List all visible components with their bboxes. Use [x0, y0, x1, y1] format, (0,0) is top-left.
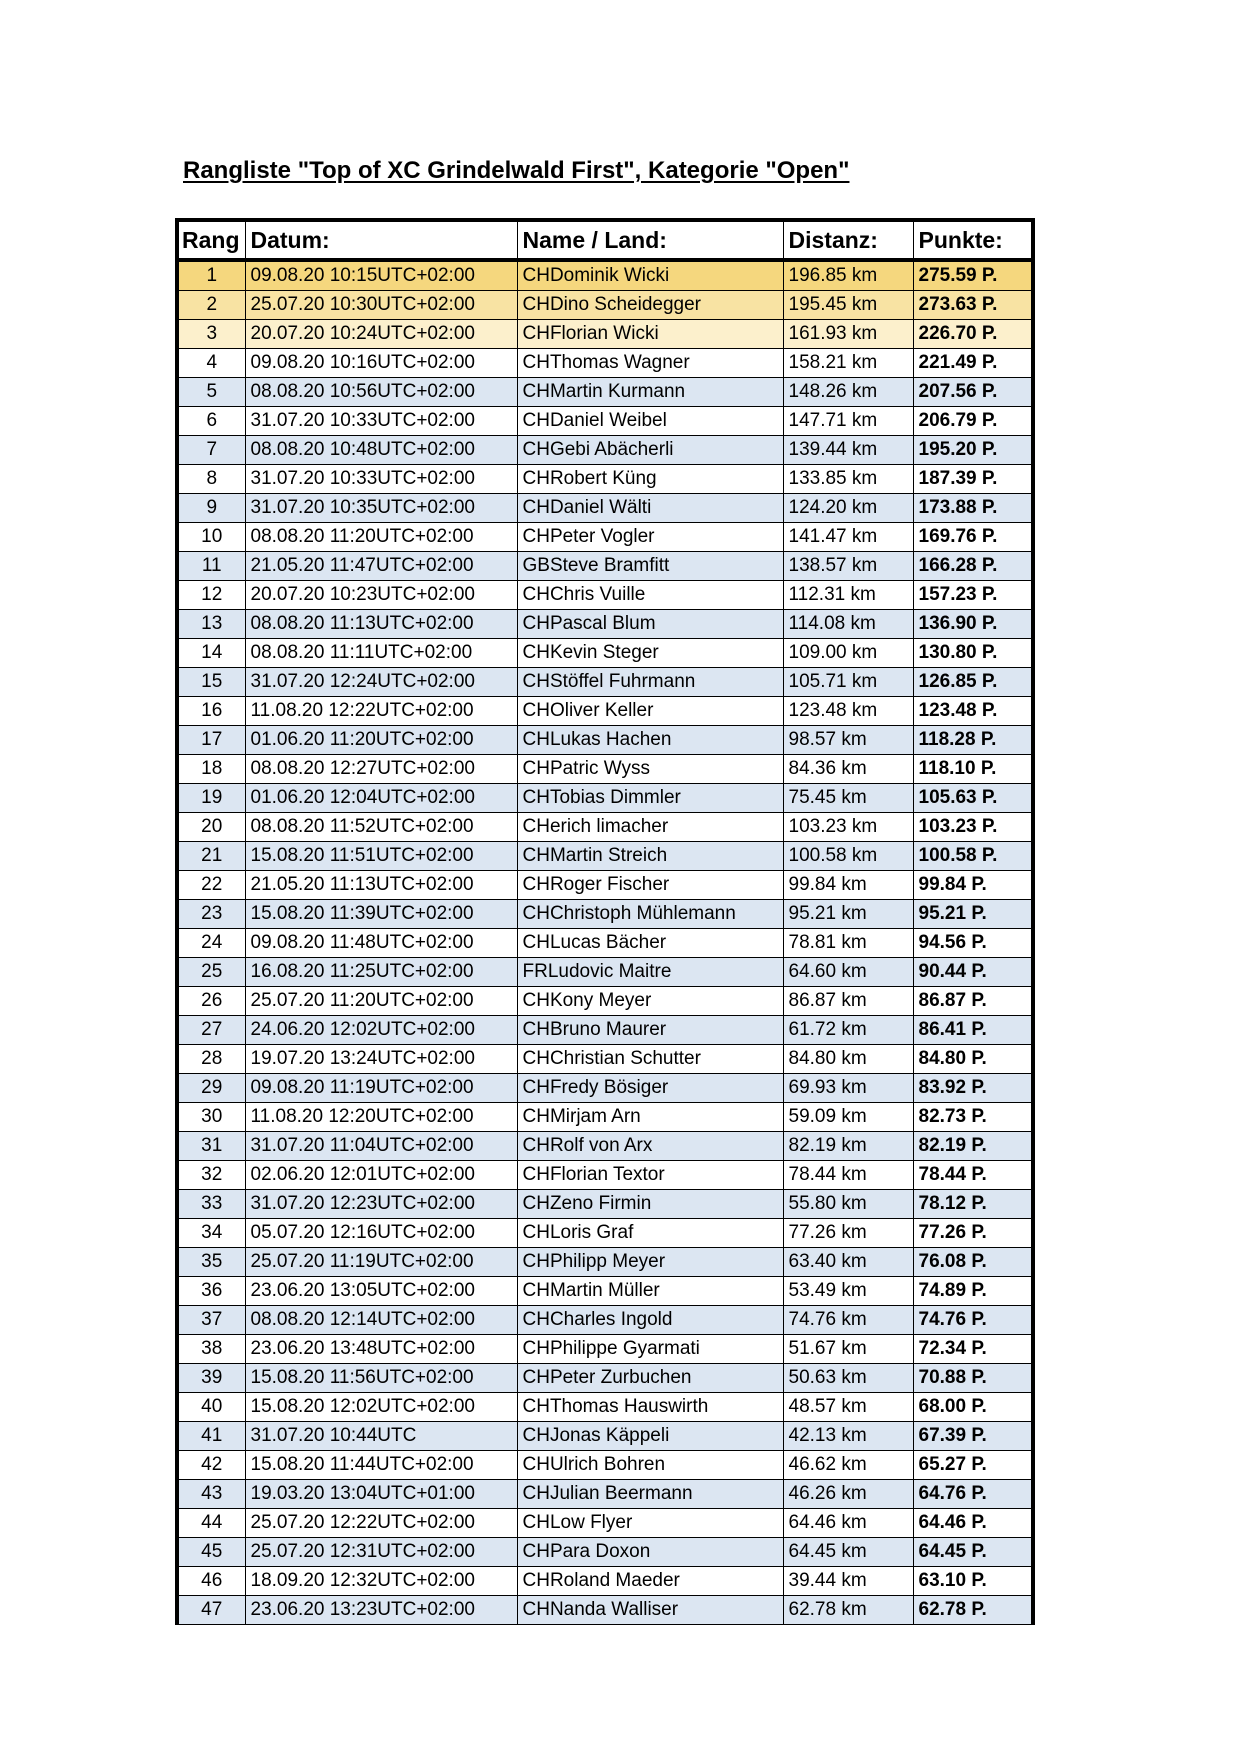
points-cell: 123.48 P. — [913, 697, 1033, 726]
rank-cell: 15 — [177, 668, 245, 697]
rank-cell: 43 — [177, 1480, 245, 1509]
name-cell: CHPeter Zurbuchen — [517, 1364, 783, 1393]
distance-cell: 158.21 km — [783, 349, 913, 378]
name-cell: CHNanda Walliser — [517, 1596, 783, 1625]
table-row — [177, 842, 1033, 871]
header-points: Punkte: — [913, 220, 1033, 260]
date-cell: 23.06.20 13:48UTC+02:00 — [245, 1335, 517, 1364]
date-cell: 02.06.20 12:01UTC+02:00 — [245, 1161, 517, 1190]
table-row — [177, 871, 1033, 900]
rank-cell: 14 — [177, 639, 245, 668]
table-row — [177, 1103, 1033, 1132]
date-cell: 11.08.20 12:20UTC+02:00 — [245, 1103, 517, 1132]
name-cell: CHKony Meyer — [517, 987, 783, 1016]
points-cell: 95.21 P. — [913, 900, 1033, 929]
distance-cell: 74.76 km — [783, 1306, 913, 1335]
distance-cell: 64.60 km — [783, 958, 913, 987]
rank-cell: 26 — [177, 987, 245, 1016]
rank-cell: 31 — [177, 1132, 245, 1161]
rank-cell: 9 — [177, 494, 245, 523]
rank-cell: 32 — [177, 1161, 245, 1190]
points-cell: 76.08 P. — [913, 1248, 1033, 1277]
name-cell: FRLudovic Maitre — [517, 958, 783, 987]
points-cell: 99.84 P. — [913, 871, 1033, 900]
rank-cell: 10 — [177, 523, 245, 552]
date-cell: 31.07.20 12:23UTC+02:00 — [245, 1190, 517, 1219]
header-date: Datum: — [245, 220, 517, 260]
rank-cell: 13 — [177, 610, 245, 639]
table-row — [177, 320, 1033, 349]
date-cell: 11.08.20 12:22UTC+02:00 — [245, 697, 517, 726]
date-cell: 31.07.20 10:44UTC — [245, 1422, 517, 1451]
distance-cell: 51.67 km — [783, 1335, 913, 1364]
rank-cell: 19 — [177, 784, 245, 813]
points-cell: 74.76 P. — [913, 1306, 1033, 1335]
table-row — [177, 1480, 1033, 1509]
table-row — [177, 958, 1033, 987]
points-cell: 64.45 P. — [913, 1538, 1033, 1567]
name-cell: CHPascal Blum — [517, 610, 783, 639]
header-distance: Distanz: — [783, 220, 913, 260]
rank-cell: 38 — [177, 1335, 245, 1364]
distance-cell: 77.26 km — [783, 1219, 913, 1248]
rank-cell: 24 — [177, 929, 245, 958]
table-row — [177, 1422, 1033, 1451]
distance-cell: 98.57 km — [783, 726, 913, 755]
distance-cell: 61.72 km — [783, 1016, 913, 1045]
name-cell: CHPhilipp Meyer — [517, 1248, 783, 1277]
distance-cell: 55.80 km — [783, 1190, 913, 1219]
name-cell: CHFlorian Wicki — [517, 320, 783, 349]
distance-cell: 124.20 km — [783, 494, 913, 523]
points-cell: 72.34 P. — [913, 1335, 1033, 1364]
table-row — [177, 813, 1033, 842]
distance-cell: 139.44 km — [783, 436, 913, 465]
name-cell: CHMirjam Arn — [517, 1103, 783, 1132]
name-cell: CHRolf von Arx — [517, 1132, 783, 1161]
rank-cell: 29 — [177, 1074, 245, 1103]
points-cell: 275.59 P. — [913, 260, 1033, 291]
distance-cell: 86.87 km — [783, 987, 913, 1016]
header-name: Name / Land: — [517, 220, 783, 260]
points-cell: 86.41 P. — [913, 1016, 1033, 1045]
name-cell: CHLow Flyer — [517, 1509, 783, 1538]
distance-cell: 195.45 km — [783, 291, 913, 320]
table-row — [177, 581, 1033, 610]
table-row — [177, 465, 1033, 494]
table-row — [177, 755, 1033, 784]
points-cell: 90.44 P. — [913, 958, 1033, 987]
rank-cell: 33 — [177, 1190, 245, 1219]
rank-cell: 1 — [177, 260, 245, 291]
date-cell: 18.09.20 12:32UTC+02:00 — [245, 1567, 517, 1596]
name-cell: CHStöffel Fuhrmann — [517, 668, 783, 697]
name-cell: CHKevin Steger — [517, 639, 783, 668]
distance-cell: 82.19 km — [783, 1132, 913, 1161]
date-cell: 31.07.20 12:24UTC+02:00 — [245, 668, 517, 697]
date-cell: 21.05.20 11:13UTC+02:00 — [245, 871, 517, 900]
table-row — [177, 639, 1033, 668]
date-cell: 25.07.20 11:19UTC+02:00 — [245, 1248, 517, 1277]
name-cell: CHRoland Maeder — [517, 1567, 783, 1596]
rank-cell: 27 — [177, 1016, 245, 1045]
points-cell: 78.12 P. — [913, 1190, 1033, 1219]
name-cell: CHDaniel Wälti — [517, 494, 783, 523]
rank-cell: 41 — [177, 1422, 245, 1451]
distance-cell: 48.57 km — [783, 1393, 913, 1422]
distance-cell: 141.47 km — [783, 523, 913, 552]
points-cell: 62.78 P. — [913, 1596, 1033, 1625]
rank-cell: 44 — [177, 1509, 245, 1538]
distance-cell: 123.48 km — [783, 697, 913, 726]
points-cell: 78.44 P. — [913, 1161, 1033, 1190]
distance-cell: 148.26 km — [783, 378, 913, 407]
table-row — [177, 1538, 1033, 1567]
name-cell: CHPatric Wyss — [517, 755, 783, 784]
rank-cell: 7 — [177, 436, 245, 465]
rank-cell: 21 — [177, 842, 245, 871]
rank-cell: 5 — [177, 378, 245, 407]
date-cell: 15.08.20 11:44UTC+02:00 — [245, 1451, 517, 1480]
points-cell: 64.46 P. — [913, 1509, 1033, 1538]
distance-cell: 84.36 km — [783, 755, 913, 784]
points-cell: 70.88 P. — [913, 1364, 1033, 1393]
table-row — [177, 349, 1033, 378]
date-cell: 08.08.20 12:27UTC+02:00 — [245, 755, 517, 784]
date-cell: 23.06.20 13:23UTC+02:00 — [245, 1596, 517, 1625]
distance-cell: 196.85 km — [783, 260, 913, 291]
points-cell: 195.20 P. — [913, 436, 1033, 465]
points-cell: 84.80 P. — [913, 1045, 1033, 1074]
date-cell: 08.08.20 11:11UTC+02:00 — [245, 639, 517, 668]
table-row — [177, 494, 1033, 523]
name-cell: CHRoger Fischer — [517, 871, 783, 900]
name-cell: CHMartin Müller — [517, 1277, 783, 1306]
distance-cell: 64.46 km — [783, 1509, 913, 1538]
name-cell: CHJonas Käppeli — [517, 1422, 783, 1451]
name-cell: CHChristoph Mühlemann — [517, 900, 783, 929]
name-cell: CHDino Scheidegger — [517, 291, 783, 320]
rank-cell: 42 — [177, 1451, 245, 1480]
table-row — [177, 1016, 1033, 1045]
points-cell: 118.10 P. — [913, 755, 1033, 784]
distance-cell: 84.80 km — [783, 1045, 913, 1074]
date-cell: 15.08.20 11:56UTC+02:00 — [245, 1364, 517, 1393]
date-cell: 31.07.20 10:33UTC+02:00 — [245, 465, 517, 494]
distance-cell: 161.93 km — [783, 320, 913, 349]
name-cell: CHCharles Ingold — [517, 1306, 783, 1335]
rank-cell: 28 — [177, 1045, 245, 1074]
table-row — [177, 1335, 1033, 1364]
distance-cell: 100.58 km — [783, 842, 913, 871]
points-cell: 221.49 P. — [913, 349, 1033, 378]
date-cell: 01.06.20 12:04UTC+02:00 — [245, 784, 517, 813]
distance-cell: 147.71 km — [783, 407, 913, 436]
rank-cell: 35 — [177, 1248, 245, 1277]
date-cell: 15.08.20 11:51UTC+02:00 — [245, 842, 517, 871]
distance-cell: 39.44 km — [783, 1567, 913, 1596]
date-cell: 09.08.20 10:16UTC+02:00 — [245, 349, 517, 378]
table-row — [177, 378, 1033, 407]
table-row — [177, 407, 1033, 436]
date-cell: 08.08.20 11:52UTC+02:00 — [245, 813, 517, 842]
points-cell: 130.80 P. — [913, 639, 1033, 668]
rank-cell: 18 — [177, 755, 245, 784]
table-row — [177, 1045, 1033, 1074]
table-row — [177, 1306, 1033, 1335]
table-row — [177, 987, 1033, 1016]
table-row — [177, 1219, 1033, 1248]
rank-cell: 36 — [177, 1277, 245, 1306]
table-row — [177, 260, 1033, 291]
date-cell: 15.08.20 11:39UTC+02:00 — [245, 900, 517, 929]
distance-cell: 53.49 km — [783, 1277, 913, 1306]
rank-cell: 23 — [177, 900, 245, 929]
distance-cell: 78.44 km — [783, 1161, 913, 1190]
table-row — [177, 726, 1033, 755]
name-cell: CHUlrich Bohren — [517, 1451, 783, 1480]
date-cell: 25.07.20 12:31UTC+02:00 — [245, 1538, 517, 1567]
rank-cell: 17 — [177, 726, 245, 755]
table-row — [177, 697, 1033, 726]
rank-cell: 25 — [177, 958, 245, 987]
date-cell: 08.08.20 11:20UTC+02:00 — [245, 523, 517, 552]
date-cell: 08.08.20 10:56UTC+02:00 — [245, 378, 517, 407]
rank-cell: 8 — [177, 465, 245, 494]
date-cell: 19.03.20 13:04UTC+01:00 — [245, 1480, 517, 1509]
date-cell: 31.07.20 11:04UTC+02:00 — [245, 1132, 517, 1161]
table-row — [177, 436, 1033, 465]
distance-cell: 133.85 km — [783, 465, 913, 494]
points-cell: 207.56 P. — [913, 378, 1033, 407]
points-cell: 173.88 P. — [913, 494, 1033, 523]
name-cell: CHThomas Hauswirth — [517, 1393, 783, 1422]
header-rank: Rang — [177, 220, 245, 260]
date-cell: 25.07.20 10:30UTC+02:00 — [245, 291, 517, 320]
date-cell: 19.07.20 13:24UTC+02:00 — [245, 1045, 517, 1074]
rank-cell: 40 — [177, 1393, 245, 1422]
date-cell: 08.08.20 11:13UTC+02:00 — [245, 610, 517, 639]
date-cell: 08.08.20 10:48UTC+02:00 — [245, 436, 517, 465]
points-cell: 103.23 P. — [913, 813, 1033, 842]
name-cell: CHChris Vuille — [517, 581, 783, 610]
name-cell: CHPeter Vogler — [517, 523, 783, 552]
distance-cell: 99.84 km — [783, 871, 913, 900]
distance-cell: 105.71 km — [783, 668, 913, 697]
points-cell: 67.39 P. — [913, 1422, 1033, 1451]
table-row — [177, 1161, 1033, 1190]
table-row — [177, 784, 1033, 813]
name-cell: CHDaniel Weibel — [517, 407, 783, 436]
points-cell: 126.85 P. — [913, 668, 1033, 697]
name-cell: CHRobert Küng — [517, 465, 783, 494]
table-row — [177, 291, 1033, 320]
date-cell: 23.06.20 13:05UTC+02:00 — [245, 1277, 517, 1306]
distance-cell: 114.08 km — [783, 610, 913, 639]
name-cell: CHTobias Dimmler — [517, 784, 783, 813]
points-cell: 273.63 P. — [913, 291, 1033, 320]
distance-cell: 50.63 km — [783, 1364, 913, 1393]
date-cell: 25.07.20 11:20UTC+02:00 — [245, 987, 517, 1016]
distance-cell: 78.81 km — [783, 929, 913, 958]
header-row — [177, 220, 1033, 260]
distance-cell: 69.93 km — [783, 1074, 913, 1103]
rank-cell: 2 — [177, 291, 245, 320]
table-row — [177, 1277, 1033, 1306]
table-row — [177, 900, 1033, 929]
points-cell: 206.79 P. — [913, 407, 1033, 436]
date-cell: 20.07.20 10:23UTC+02:00 — [245, 581, 517, 610]
points-cell: 68.00 P. — [913, 1393, 1033, 1422]
name-cell: CHBruno Maurer — [517, 1016, 783, 1045]
name-cell: CHChristian Schutter — [517, 1045, 783, 1074]
name-cell: CHThomas Wagner — [517, 349, 783, 378]
rank-cell: 12 — [177, 581, 245, 610]
date-cell: 20.07.20 10:24UTC+02:00 — [245, 320, 517, 349]
points-cell: 94.56 P. — [913, 929, 1033, 958]
table-row — [177, 1596, 1033, 1625]
table-row — [177, 1074, 1033, 1103]
date-cell: 15.08.20 12:02UTC+02:00 — [245, 1393, 517, 1422]
points-cell: 77.26 P. — [913, 1219, 1033, 1248]
table-row — [177, 1248, 1033, 1277]
table-row — [177, 1364, 1033, 1393]
points-cell: 82.73 P. — [913, 1103, 1033, 1132]
rank-cell: 3 — [177, 320, 245, 349]
table-row — [177, 1190, 1033, 1219]
table-row — [177, 523, 1033, 552]
rank-cell: 39 — [177, 1364, 245, 1393]
rank-cell: 47 — [177, 1596, 245, 1625]
distance-cell: 63.40 km — [783, 1248, 913, 1277]
distance-cell: 62.78 km — [783, 1596, 913, 1625]
distance-cell: 138.57 km — [783, 552, 913, 581]
page-title: Rangliste "Top of XC Grindelwald First", Kategorie "Open" — [183, 157, 850, 184]
rank-cell: 45 — [177, 1538, 245, 1567]
name-cell: CHPara Doxon — [517, 1538, 783, 1567]
date-cell: 31.07.20 10:33UTC+02:00 — [245, 407, 517, 436]
date-cell: 09.08.20 10:15UTC+02:00 — [245, 260, 517, 291]
name-cell: CHJulian Beermann — [517, 1480, 783, 1509]
table-row — [177, 929, 1033, 958]
rank-cell: 4 — [177, 349, 245, 378]
date-cell: 16.08.20 11:25UTC+02:00 — [245, 958, 517, 987]
name-cell: CHLucas Bächer — [517, 929, 783, 958]
name-cell: CHLoris Graf — [517, 1219, 783, 1248]
name-cell: CHGebi Abächerli — [517, 436, 783, 465]
distance-cell: 112.31 km — [783, 581, 913, 610]
date-cell: 09.08.20 11:19UTC+02:00 — [245, 1074, 517, 1103]
distance-cell: 46.62 km — [783, 1451, 913, 1480]
name-cell: GBSteve Bramfitt — [517, 552, 783, 581]
name-cell: CHLukas Hachen — [517, 726, 783, 755]
points-cell: 136.90 P. — [913, 610, 1033, 639]
table-row — [177, 610, 1033, 639]
date-cell: 24.06.20 12:02UTC+02:00 — [245, 1016, 517, 1045]
date-cell: 01.06.20 11:20UTC+02:00 — [245, 726, 517, 755]
name-cell: CHerich limacher — [517, 813, 783, 842]
points-cell: 105.63 P. — [913, 784, 1033, 813]
points-cell: 118.28 P. — [913, 726, 1033, 755]
distance-cell: 103.23 km — [783, 813, 913, 842]
distance-cell: 109.00 km — [783, 639, 913, 668]
points-cell: 86.87 P. — [913, 987, 1033, 1016]
points-cell: 64.76 P. — [913, 1480, 1033, 1509]
points-cell: 166.28 P. — [913, 552, 1033, 581]
rank-cell: 34 — [177, 1219, 245, 1248]
date-cell: 08.08.20 12:14UTC+02:00 — [245, 1306, 517, 1335]
name-cell: CHFlorian Textor — [517, 1161, 783, 1190]
distance-cell: 75.45 km — [783, 784, 913, 813]
table-row — [177, 1451, 1033, 1480]
rank-cell: 16 — [177, 697, 245, 726]
date-cell: 21.05.20 11:47UTC+02:00 — [245, 552, 517, 581]
points-cell: 226.70 P. — [913, 320, 1033, 349]
rank-cell: 37 — [177, 1306, 245, 1335]
date-cell: 09.08.20 11:48UTC+02:00 — [245, 929, 517, 958]
table-row — [177, 668, 1033, 697]
date-cell: 25.07.20 12:22UTC+02:00 — [245, 1509, 517, 1538]
rank-cell: 46 — [177, 1567, 245, 1596]
distance-cell: 59.09 km — [783, 1103, 913, 1132]
ranking-table — [175, 218, 1035, 1625]
rank-cell: 11 — [177, 552, 245, 581]
points-cell: 169.76 P. — [913, 523, 1033, 552]
rank-cell: 6 — [177, 407, 245, 436]
rank-cell: 22 — [177, 871, 245, 900]
distance-cell: 95.21 km — [783, 900, 913, 929]
rank-cell: 30 — [177, 1103, 245, 1132]
table-row — [177, 1132, 1033, 1161]
name-cell: CHOliver Keller — [517, 697, 783, 726]
points-cell: 74.89 P. — [913, 1277, 1033, 1306]
date-cell: 31.07.20 10:35UTC+02:00 — [245, 494, 517, 523]
points-cell: 82.19 P. — [913, 1132, 1033, 1161]
name-cell: CHPhilippe Gyarmati — [517, 1335, 783, 1364]
table-row — [177, 1393, 1033, 1422]
name-cell: CHFredy Bösiger — [517, 1074, 783, 1103]
date-cell: 05.07.20 12:16UTC+02:00 — [245, 1219, 517, 1248]
name-cell: CHMartin Kurmann — [517, 378, 783, 407]
rank-cell: 20 — [177, 813, 245, 842]
table-row — [177, 1509, 1033, 1538]
table-row — [177, 552, 1033, 581]
distance-cell: 64.45 km — [783, 1538, 913, 1567]
name-cell: CHDominik Wicki — [517, 260, 783, 291]
points-cell: 100.58 P. — [913, 842, 1033, 871]
points-cell: 65.27 P. — [913, 1451, 1033, 1480]
distance-cell: 46.26 km — [783, 1480, 913, 1509]
points-cell: 157.23 P. — [913, 581, 1033, 610]
table-row — [177, 1567, 1033, 1596]
distance-cell: 42.13 km — [783, 1422, 913, 1451]
points-cell: 63.10 P. — [913, 1567, 1033, 1596]
name-cell: CHZeno Firmin — [517, 1190, 783, 1219]
name-cell: CHMartin Streich — [517, 842, 783, 871]
points-cell: 83.92 P. — [913, 1074, 1033, 1103]
points-cell: 187.39 P. — [913, 465, 1033, 494]
